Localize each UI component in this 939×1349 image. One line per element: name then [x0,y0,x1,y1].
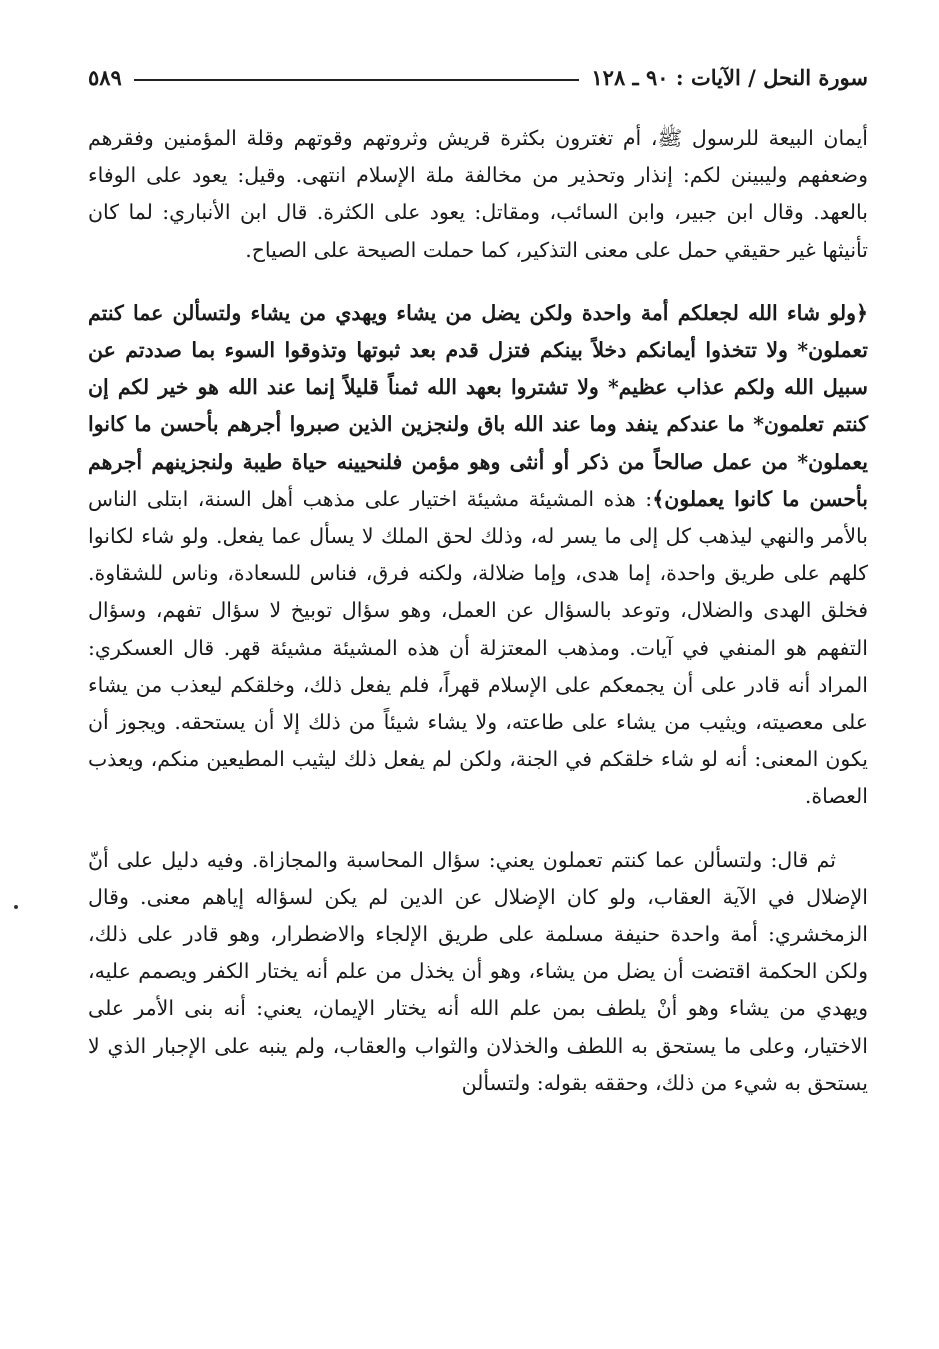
header-rule [134,79,580,81]
running-head-title: سورة النحل / الآيات : ٩٠ ـ ١٢٨ [591,64,868,90]
paragraph-1: أيمان البيعة للرسول ﷺ، أم تغترون بكثرة قريش وثروتهم وقوتهم وقلة المؤمنين وفقرهم وضعفهم وليبينن لكم: إنذار وتحذير من مخالفة ملة الإسلام انتهى. وقيل: يعود على الوفاء بالعهد. وقال ابن جبير، وابن السائب، ومقاتل: يعود على الكثرة. قال ابن الأنباري: لما كان تأنيثها غير حقيقي حمل على معنى التذكير، كما حملت الصيحة على الصياح. [88,126,868,262]
page [88,60,868,1320]
scan-speck [14,905,18,909]
verse-commentary: : هذه المشيئة مشيئة اختيار على مذهب أهل السنة، ابتلى الناس بالأمر والنهي ليذهب كل إلى ما يسر له، وذلك لحق الملك لا يسأل عما يفعل. ولو شاء لكانوا كلهم على طريق واحدة، إما هدى، وإما ضلالة، ولكنه فرق، فناس للسعادة، وناس للشقاوة. فخلق الهدى والضلال، وتوعد بالسؤال عن العمل، وهو سؤال توبيخ لا سؤال تفهم، وسؤال التفهم هو المنفي في آيات. ومذهب المعتزلة أن هذه المشيئة مشيئة قهر. قال العسكري: المراد أنه قادر على أن يجمعكم على الإسلام قهراً، فلم يفعل ذلك، وخلقكم ليعذب من يشاء على معصيته، ويثيب من يشاء على طاعته، ولا يشاء شيئاً من ذلك إلا أن يستحقه. ويجوز أن يكون المعنى: أنه لو شاء خلقكم في الجنة، ولكن لم يفعل ذلك ليثيب المطيعين منكم، ويعذب العصاة. [88,486,868,809]
quranic-verses: ﴿ولو شاء الله لجعلكم أمة واحدة ولكن يضل من يشاء ويهدي من يشاء ولتسألن عما كنتم تعملون* ولا تتخذوا أيمانكم دخلاً بينكم فتزل قدم بعد ثبوتها وتذوقوا السوء بما صددتم عن سبيل الله ولكم عذاب عظيم* ولا تشتروا بعهد الله ثمناً قليلاً إنما عند الله هو خير لكم إن كنتم تعلمون* ما عندكم ينفد وما عند الله باق ولنجزين الذين صبروا أجرهم بأحسن ما كانوا يعملون* من عمل صالحاً من ذكر أو أنثى وهو مؤمن فلنحيينه حياة طيبة ولنجزينهم أجرهم بأحسن ما كانوا يعملون﴾ [88,300,868,511]
running-head [88,60,868,94]
paragraph-3: ثم قال: ولتسألن عما كنتم تعملون يعني: سؤال المحاسبة والمجازاة. وفيه دليل على أنّ الإضلال في الآية العقاب، ولو كان الإضلال عن الدين لم يكن لسؤاله إياهم معنى. وقال الزمخشري: أمة واحدة حنيفة مسلمة على طريق الإلجاء والاضطرار، وهو قادر على ذلك، ولكن الحكمة اقتضت أن يضل من يشاء، وهو أن يخذل من علم أنه يختار الكفر ويصمم عليه، ويهدي من يشاء وهو أنْ يلطف بمن علم الله أنه يختار الإيمان، يعني: أنه بنى الأمر على الاختيار، وعلى ما يستحق به اللطف والخذلان والثواب والعقاب، ولم ينبه على الإجبار الذي لا يستحق به شيء من ذلك، وحققه بقوله: ولتسألن [88,847,868,1095]
page-number: ٥٨٩ [88,64,122,90]
paragraph-2 [88,295,868,816]
